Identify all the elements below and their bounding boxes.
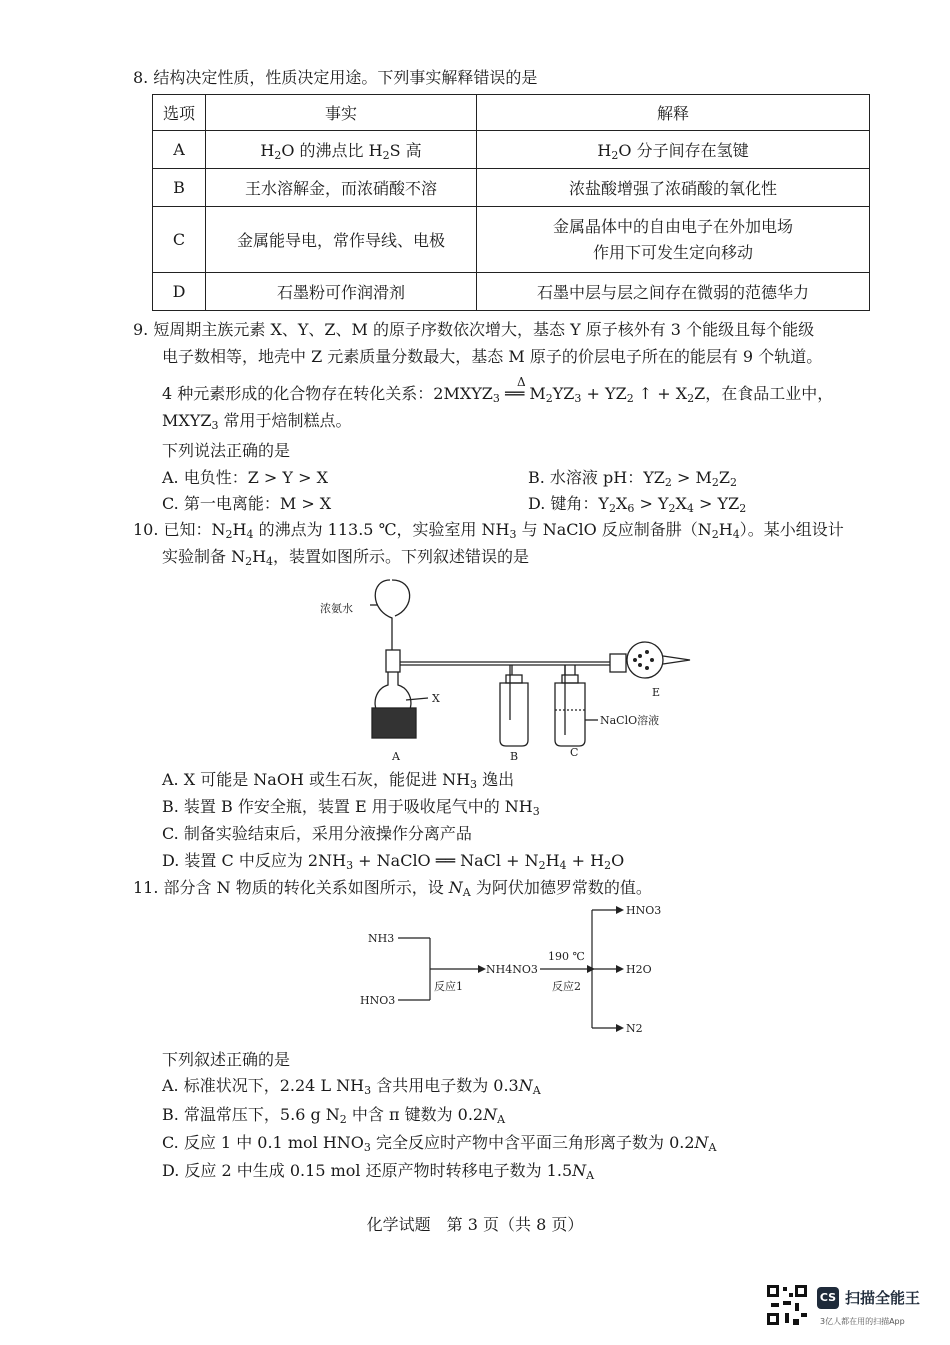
q8-row-c-fact: 金属能导电，常作导线、电极	[206, 207, 477, 273]
q11-option-b: B. 常温常压下，5.6 g $N_2$ 中含 π 键数为 $0.2N_A$	[162, 1105, 506, 1126]
label-concentrated-ammonia: 浓氨水	[320, 602, 353, 615]
dropping-funnel	[375, 580, 392, 650]
q9-line-4: $MXYZ_3$ 常用于焙制糕点。	[162, 411, 352, 432]
label-e: E	[652, 686, 661, 699]
q8-header-fact: 事实	[206, 95, 477, 131]
bottle-b	[500, 683, 528, 746]
q8-row-d-fact: 石墨粉可作润滑剂	[206, 273, 477, 311]
label-naclo-solution: NaClO溶液	[600, 714, 660, 727]
q8-row-b-fact: 王水溶解金，而浓硝酸不溶	[206, 169, 477, 207]
heater	[372, 708, 416, 738]
q10-option-d: D. 装置 C 中反应为 $2NH_3$ + NaClO ══ NaCl + $N_2H_4 + H_2O$	[162, 851, 625, 872]
label-c: C	[570, 746, 579, 759]
q9-option-c: C. 第一电离能：M > X	[162, 494, 332, 513]
q10-option-a: A. X 可能是 NaOH 或生石灰，能促进 $NH_3$ 逸出	[162, 770, 515, 791]
q11-option-c: C. 反应 1 中 0.1 mol $HNO_3$ 完全反应时产物中含平面三角形离子数为 $0.2N_A$	[162, 1133, 717, 1154]
q9-reaction-line: 4 种元素形成的化合物存在转化关系：$2MXYZ_3$ Δ ══ $M_2YZ_3 + YZ_2$ ↑ + $X_2Z$，在食品工业中，	[162, 375, 834, 405]
q8-row-b-option: B	[153, 169, 206, 207]
drying-tube-e	[627, 642, 663, 678]
label-reaction-2: 反应2	[552, 980, 581, 993]
label-nh3: NH3	[368, 932, 395, 945]
label-a: A	[392, 750, 400, 763]
label-n2: N2	[626, 1022, 643, 1035]
q10-option-b: B. 装置 B 作安全瓶，装置 E 用于吸收尾气中的 $NH_3$	[162, 797, 540, 818]
label-reaction-1: 反应1	[434, 980, 463, 993]
q8-row-d-explanation: 石墨中层与层之间存在微弱的范德华力	[477, 273, 870, 311]
q11-option-a: A. 标准状况下，2.24 L $NH_3$ 含共用电子数为 $0.3N_A$	[162, 1076, 541, 1097]
label-x: X	[432, 692, 440, 705]
q9-option-d: D. 键角：$Y_2X_6 > Y_2X_4 > YZ_2$	[528, 494, 747, 515]
page-footer: 化学试题 第 3 页（共 8 页）	[366, 1215, 584, 1234]
q8-row-d-option: D	[153, 273, 206, 311]
q8-row-c-option: C	[153, 207, 206, 273]
q9-option-b: B. 水溶液 pH：$YZ_2 > M_2Z_2$	[528, 468, 737, 489]
q11-conversion-diagram	[350, 900, 670, 1035]
label-h2o: H2O	[626, 963, 652, 976]
scanner-tagline: 3亿人都在用的扫描App	[820, 1317, 905, 1326]
label-hno3-right: HNO3	[626, 904, 662, 917]
q11-stem: 11. 部分含 N 物质的转化关系如图所示，设 $N_A$ 为阿伏加德罗常数的值。	[133, 878, 652, 899]
q10-line-1: 10. 已知：$N_2H_4$ 的沸点为 113.5 ℃，实验室用 $NH_3$ 与 NaClO 反应制备肼$(N_2H_4)$。某小组设计	[133, 520, 844, 541]
q9-option-a: A. 电负性：Z > Y > X	[162, 468, 328, 487]
q8-row-c-explanation: 金属晶体中的自由电子在外加电场 作用下可发生定向移动	[477, 207, 870, 273]
q9-line-1: 9. 短周期主族元素 X、Y、Z、M 的原子序数依次增大，基态 Y 原子核外有 3 个能级且每个能级	[133, 320, 815, 339]
label-b: B	[510, 750, 519, 763]
q8-stem: 8. 结构决定性质，性质决定用途。下列事实解释错误的是	[133, 68, 538, 87]
bottle-c	[555, 683, 585, 746]
q8-row-b-explanation: 浓盐酸增强了浓硝酸的氧化性	[477, 169, 870, 207]
q8-row-a-fact: $H_2O$ 的沸点比 $H_2S$ 高	[206, 131, 477, 169]
qr-code-icon	[765, 1283, 809, 1327]
q10-line-2: 实验制备 $N_2H_4$，装置如图所示。下列叙述错误的是	[162, 547, 530, 568]
q8-header-option: 选项	[153, 95, 206, 131]
scanner-logo-icon: CS	[817, 1287, 839, 1309]
q9-line-2: 电子数相等，地壳中 Z 元素质量分数最大，基态 M 原子的价层电子所在的能层有 9 个轨道。	[162, 347, 823, 366]
q10-option-c: C. 制备实验结束后，采用分液操作分离产品	[162, 824, 472, 843]
label-hno3-left: HNO3	[360, 994, 396, 1007]
q11-option-d: D. 反应 2 中生成 0.15 mol 还原产物时转移电子数为 $1.5N_A$	[162, 1161, 595, 1182]
scanner-app-name: 扫描全能王	[845, 1289, 921, 1307]
q8-header-explanation: 解释	[477, 95, 870, 131]
q8-row-a-option: A	[153, 131, 206, 169]
q8-row-a-explanation: $H_2O$ 分子间存在氢键	[477, 131, 870, 169]
q10-apparatus-diagram	[300, 570, 720, 765]
q11-prompt: 下列叙述正确的是	[162, 1050, 291, 1069]
q8-table	[152, 94, 870, 311]
q9-prompt: 下列说法正确的是	[162, 441, 291, 460]
label-nh4no3: NH4NO3	[486, 963, 538, 976]
label-190c: 190 ℃	[548, 950, 585, 963]
